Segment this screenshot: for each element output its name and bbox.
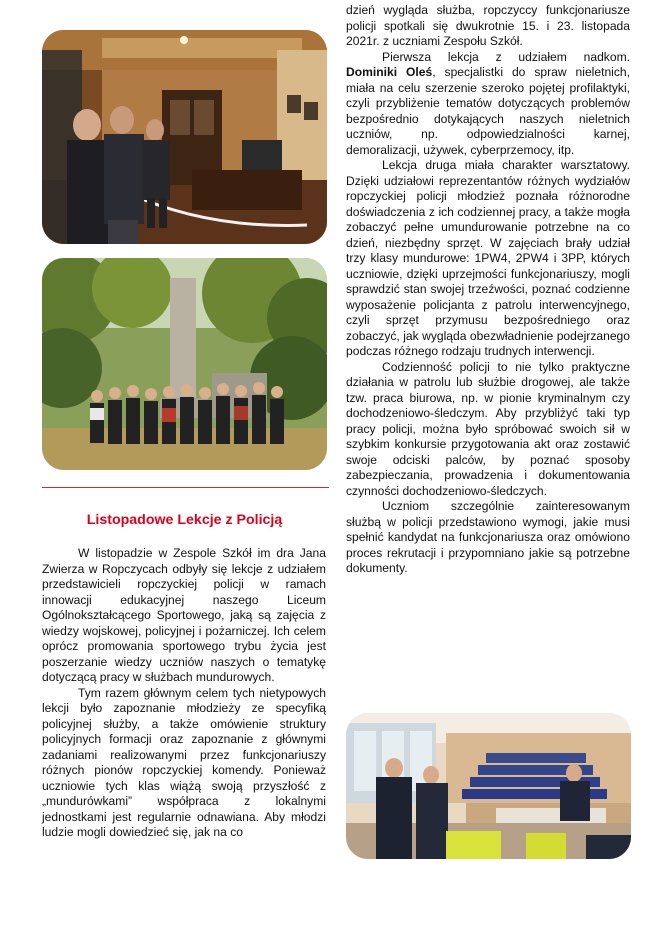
paragraph-second-lesson: Lekcja druga miała charakter warsztatowy. Dzięki udziałowi reprezentantów różnych wydziałów ropczyckiej policji młodzież poznała różnorodne doświadczenia z ich codziennej pracy, a także mogła zobaczyć pełne umundurowanie potrzebne na co dzień, niezbędny sprzęt. W zajęciach brały udział trzy klasy mundurowe: 1PW4, 2PW4 i 3PP, których uczniowie, dzięki uprzejmości funkcjonariuszy, mogli sprawdzić stan swojej trzeźwości, poznać codzienne wyposażenie policjanta z patrolu interwencyjnego, czyli sprzęt przymusu bezpośredniego oraz zobaczyć, jak wygląda obezwładnienie podejrzanego podczas różnego rodzaju trudnych interwencji. — [346, 158, 630, 358]
right-column — [346, 3, 630, 577]
photo-monument-group — [42, 258, 327, 470]
photo-museum-room — [42, 30, 327, 244]
officer-name: Dominiki Oleś — [346, 65, 433, 79]
paragraph-daily-work: Codzienność policji to nie tylko praktyczne działania w patrolu lub służbie drogowej, ale także tzw. praca biurowa, np. w pionie kryminalnym czy dochodzeniowo-śledczym. Aby przybliżyć taki typ pracy policji, można było spróbować swoich sił w szybkim konkursie przygotowania akt oraz zostawić swoje odciski palców, by poznać sposoby zabezpieczania, prowadzenia i dokumentowania czynności dochodzeniowo-śledczych. — [346, 359, 630, 498]
article-title: Listopadowe Lekcje z Policją — [86, 512, 283, 528]
paragraph-intro: W listopadzie w Zespole Szkół im dra Jana Zwierza w Ropczycach odbyły się lekcje z udziałem przedstawicieli ropczyckiej policji w ramach innowacji edukacyjnej naszego Liceum Ogólnokształcącego Sportowego, jaką są zajęcia z wiedzy wojskowej, policyjnej i pożarniczej. Ich celem oprócz promowania sportowego trybu życia jest poszerzanie wiedzy uczniów naszych o tematykę dotyczącą pracy w służbach mundurowych. — [42, 546, 326, 684]
section-divider — [42, 487, 329, 488]
paragraph-recruitment: Uczniom szczególnie zainteresowanym służbą w policji przedstawiono wymogi, jakie musi spełnić kandydat na funkcjonariusza oraz omówiono proces rekrutacji i przypomniano jakie są potrzebne dokumenty. — [346, 499, 630, 575]
left-column — [42, 546, 326, 841]
paragraph-first-lesson: Pierwsza lekcja z udziałem nadkom. Dominiki Oleś, specjalistki do spraw nieletnich, miała na celu szerzenie szeroko pojętej profilaktyki, czyli przybliżenie tematów dotyczących problemów bezpośrednio dotykających naszych nieletnich uczniów, np. odpowiedzialności karnej, demoralizacji, używek, cyberprzemocy, itp. — [346, 49, 630, 157]
photo-lecture-hall — [346, 713, 631, 859]
paragraph-goal: Tym razem głównym celem tych nietypowych lekcji było zapoznanie młodzieży ze specyfiką policyjnej służby, a także omówienie struktury policyjnych formacji oraz zapoznanie z głównymi zadaniami realizowanymi przez funkcjonariuszy różnych pionów ropczyckiej komendy. Ponieważ uczniowie tych klas wiążą swoją przyszłość z „mundurówkami” współpraca z lokalnymi jednostkami jest regularnie odnawiana. Aby młodzi ludzie mogli dowiedzieć się, jak na co — [42, 685, 326, 839]
paragraph-continuation: dzień wygląda służba, ropczyccy funkcjonariusze policji spotkali się dwukrotnie 15. i 23. listopada 2021r. z uczniami Zespołu Szkół. — [346, 3, 630, 48]
